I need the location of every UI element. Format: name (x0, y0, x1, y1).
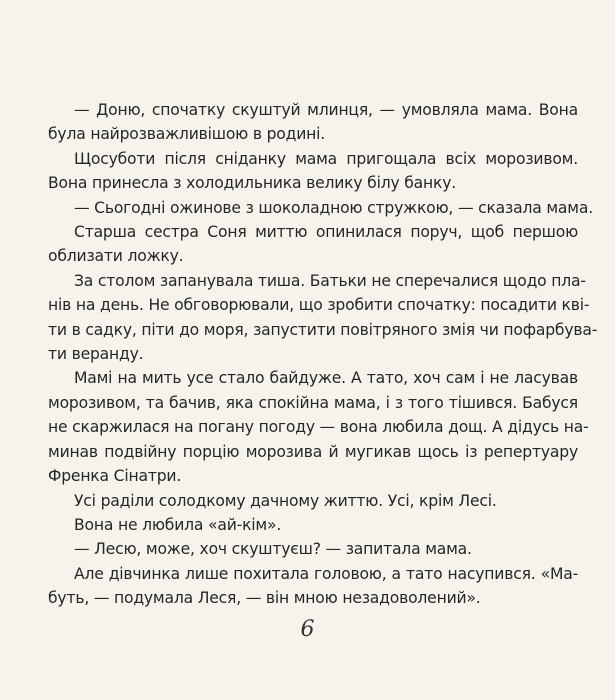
paragraph (48, 98, 578, 147)
paragraph (48, 513, 578, 537)
text-line: Усі раділи солодкому дачному життю. Усі, крім Лесі. (74, 491, 497, 510)
paragraph (48, 489, 578, 513)
text-line: Вона принесла з холодильника велику білу банку. (48, 174, 457, 193)
paragraph (48, 147, 578, 196)
text-line: За столом запанувала тиша. Батьки не сперечалися щодо пла- (74, 271, 586, 290)
text-line: Старша сестра Соня миттю опинилася поруч, щоб першою (74, 223, 578, 242)
body-text (48, 98, 598, 611)
paragraph (48, 220, 578, 269)
paragraph (48, 537, 578, 561)
text-line: Мамі на мить усе стало байдуже. А тато, хоч сам і не ласував (74, 369, 578, 388)
text-line: — Доню, спочатку скуштуй млинця, — умовляла мама. Вона (74, 101, 578, 119)
paragraph (48, 196, 593, 220)
text-line: ти в садку, піти до моря, запустити повітряного змія чи пофарбува- (48, 320, 598, 339)
page-number: 6 (300, 617, 315, 642)
text-line: облизати ложку. (48, 247, 184, 266)
text-line: Але дівчинка лише похитала головою, а тато насупився. «Ма- (74, 564, 578, 583)
text-line: не скаржилася на погану погоду — вона любила дощ. А дідусь на- (48, 418, 589, 437)
text-line: була найрозважливішою в родині. (48, 125, 326, 144)
text-line: — Лесю, може, хоч скуштуєш? — запитала мама. (74, 540, 472, 559)
text-line: нів на день. Не обговорювали, що зробити спочатку: посадити кві- (48, 296, 590, 315)
text-line: Вона не любила «ай-кім». (74, 515, 282, 534)
paragraph (48, 366, 589, 488)
text-line: буть, — подумала Леся, — він мною незадоволений». (48, 589, 481, 608)
text-line: ти веранду. (48, 345, 144, 364)
text-line: минав подвійну порцію морозива й мугикав щось із репертуару (48, 442, 578, 461)
paragraph (48, 269, 598, 367)
text-line: Френка Сінатри. (48, 467, 182, 486)
text-line: — Сьогодні ожинове з шоколадною стружкою, — сказала мама. (74, 198, 593, 217)
text-line: Щосуботи після сніданку мама пригощала всіх морозивом. (74, 149, 578, 168)
paragraph (48, 562, 578, 611)
text-line: морозивом, та бачив, яка спокійна мама, і з того тішився. Бабуся (48, 393, 578, 412)
